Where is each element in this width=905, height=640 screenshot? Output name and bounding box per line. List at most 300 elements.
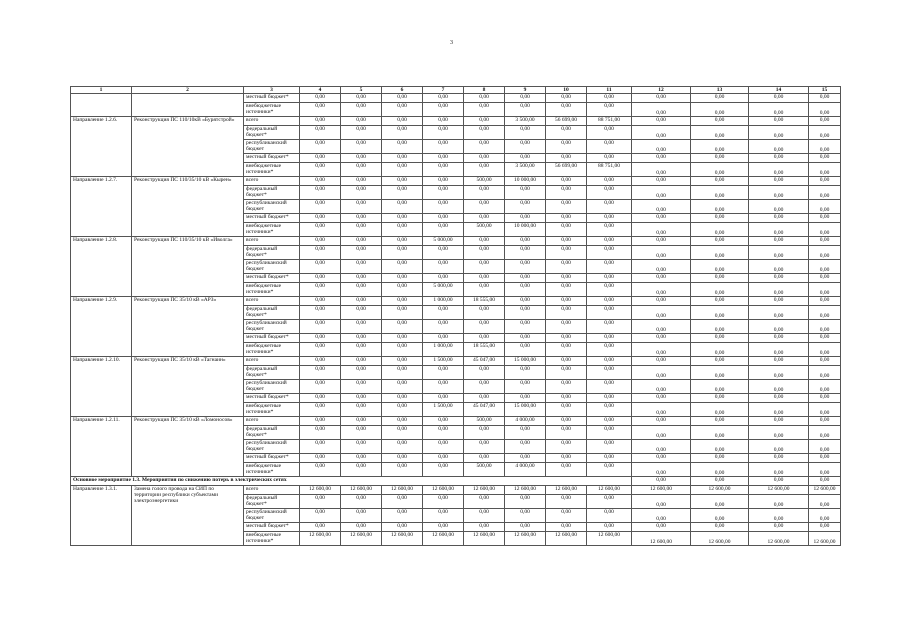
amount-cell: 0,00 xyxy=(749,163,809,177)
amount-cell: 0,00 xyxy=(691,463,749,477)
section-row xyxy=(71,477,841,486)
amount-cell: 0,00 xyxy=(382,126,423,140)
amount-cell: 0,00 xyxy=(300,186,341,200)
table-row xyxy=(71,357,841,366)
amount-cell: 0,00 xyxy=(505,306,546,320)
amount-cell: 0,00 xyxy=(691,343,749,357)
amount-cell: 0,00 xyxy=(464,117,505,126)
amount-cell: 0,00 xyxy=(341,306,382,320)
amount-cell: 0,00 xyxy=(587,237,632,246)
amount-cell: 0,00 xyxy=(632,140,691,154)
amount-cell: 12 600,00 xyxy=(749,486,809,495)
amount-cell: 0,00 xyxy=(749,117,809,126)
direction-code-cell: Направление 1.2.7. xyxy=(71,177,132,237)
amount-cell: 12 600,00 xyxy=(300,532,341,546)
amount-cell: 0,00 xyxy=(423,320,464,334)
direction-name-cell: Реконструкция ПС 110/10кВ «Бурятстрой» xyxy=(132,117,244,177)
amount-cell: 3 500,00 xyxy=(505,163,546,177)
amount-cell: 0,00 xyxy=(341,177,382,186)
amount-cell: 0,00 xyxy=(382,223,423,237)
amount-cell: 0,00 xyxy=(749,426,809,440)
amount-cell: 0,00 xyxy=(300,454,341,463)
amount-cell: 0,00 xyxy=(749,463,809,477)
amount-cell: 0,00 xyxy=(691,306,749,320)
amount-cell: 0,00 xyxy=(809,454,841,463)
amount-cell: 0,00 xyxy=(809,126,841,140)
budget-table xyxy=(70,86,841,546)
amount-cell: 0,00 xyxy=(423,417,464,426)
amount-cell: 0,00 xyxy=(300,200,341,214)
amount-cell: 0,00 xyxy=(423,334,464,343)
amount-cell: 1 500,00 xyxy=(423,403,464,417)
amount-cell: 0,00 xyxy=(546,523,587,532)
amount-cell: 500,00 xyxy=(464,177,505,186)
amount-cell: 0,00 xyxy=(587,366,632,380)
amount-cell: 0,00 xyxy=(691,103,749,117)
amount-cell: 0,00 xyxy=(505,380,546,394)
column-number-cell: 3 xyxy=(244,87,300,94)
amount-cell: 0,00 xyxy=(300,140,341,154)
amount-cell: 0,00 xyxy=(464,214,505,223)
amount-cell: 0,00 xyxy=(546,463,587,477)
amount-cell: 0,00 xyxy=(300,223,341,237)
column-number-cell: 15 xyxy=(809,87,841,94)
amount-cell: 0,00 xyxy=(749,186,809,200)
funding-source-cell: местный бюджет* xyxy=(244,214,300,223)
amount-cell: 0,00 xyxy=(341,454,382,463)
amount-cell: 0,00 xyxy=(691,320,749,334)
amount-cell: 0,00 xyxy=(546,154,587,163)
amount-cell: 0,00 xyxy=(464,274,505,283)
amount-cell: 0,00 xyxy=(632,380,691,394)
amount-cell: 0,00 xyxy=(300,417,341,426)
amount-cell: 0,00 xyxy=(546,103,587,117)
amount-cell: 0,00 xyxy=(546,214,587,223)
funding-source-cell: местный бюджет* xyxy=(244,523,300,532)
amount-cell: 0,00 xyxy=(382,94,423,103)
amount-cell: 0,00 xyxy=(587,380,632,394)
amount-cell: 0,00 xyxy=(632,320,691,334)
amount-cell: 0,00 xyxy=(382,237,423,246)
column-number-cell: 4 xyxy=(300,87,341,94)
amount-cell: 0,00 xyxy=(587,394,632,403)
amount-cell: 12 600,00 xyxy=(464,532,505,546)
amount-cell: 0,00 xyxy=(546,426,587,440)
funding-source-cell: федеральный бюджет* xyxy=(244,186,300,200)
amount-cell: 0,00 xyxy=(546,274,587,283)
amount-cell: 0,00 xyxy=(546,366,587,380)
amount-cell: 12 600,00 xyxy=(505,532,546,546)
amount-cell: 0,00 xyxy=(382,426,423,440)
amount-cell: 0,00 xyxy=(809,94,841,103)
amount-cell: 0,00 xyxy=(423,126,464,140)
table-row xyxy=(71,237,841,246)
amount-cell: 0,00 xyxy=(382,117,423,126)
amount-cell: 18 555,00 xyxy=(464,297,505,306)
amount-cell: 0,00 xyxy=(423,214,464,223)
amount-cell: 0,00 xyxy=(809,260,841,274)
amount-cell: 0,00 xyxy=(632,366,691,380)
table-row xyxy=(71,94,841,103)
column-number-cell: 12 xyxy=(632,87,691,94)
amount-cell: 0,00 xyxy=(632,154,691,163)
amount-cell: 0,00 xyxy=(587,495,632,509)
amount-cell: 0,00 xyxy=(809,477,841,486)
amount-cell: 0,00 xyxy=(300,126,341,140)
amount-cell: 0,00 xyxy=(505,154,546,163)
column-number-cell: 8 xyxy=(464,87,505,94)
amount-cell: 0,00 xyxy=(423,509,464,523)
amount-cell: 0,00 xyxy=(382,246,423,260)
amount-cell: 0,00 xyxy=(546,140,587,154)
amount-cell: 0,00 xyxy=(691,394,749,403)
amount-cell: 0,00 xyxy=(423,380,464,394)
amount-cell: 0,00 xyxy=(382,394,423,403)
amount-cell: 0,00 xyxy=(809,103,841,117)
amount-cell: 0,00 xyxy=(505,297,546,306)
funding-source-cell: всего xyxy=(244,297,300,306)
amount-cell: 0,00 xyxy=(632,509,691,523)
amount-cell: 0,00 xyxy=(546,297,587,306)
amount-cell: 0,00 xyxy=(464,94,505,103)
amount-cell: 0,00 xyxy=(382,380,423,394)
amount-cell: 0,00 xyxy=(691,223,749,237)
amount-cell: 0,00 xyxy=(691,94,749,103)
amount-cell: 0,00 xyxy=(464,154,505,163)
column-number-cell: 5 xyxy=(341,87,382,94)
amount-cell: 0,00 xyxy=(749,177,809,186)
section-title: Основное мероприятие 1.3. Мероприятия по снижению потерь в электрических сетях xyxy=(71,477,632,486)
column-number-row xyxy=(71,87,841,94)
amount-cell: 0,00 xyxy=(423,394,464,403)
amount-cell: 0,00 xyxy=(505,200,546,214)
amount-cell: 0,00 xyxy=(464,237,505,246)
funding-source-cell: всего xyxy=(244,177,300,186)
amount-cell: 0,00 xyxy=(546,237,587,246)
amount-cell: 0,00 xyxy=(382,283,423,297)
amount-cell: 0,00 xyxy=(464,186,505,200)
amount-cell: 0,00 xyxy=(749,274,809,283)
funding-source-cell: федеральный бюджет* xyxy=(244,426,300,440)
funding-source-cell: внебюджетные источники* xyxy=(244,532,300,546)
amount-cell: 0,00 xyxy=(749,454,809,463)
amount-cell: 0,00 xyxy=(423,495,464,509)
amount-cell: 0,00 xyxy=(632,306,691,320)
amount-cell: 0,00 xyxy=(809,394,841,403)
table-body xyxy=(71,87,841,546)
amount-cell: 0,00 xyxy=(632,177,691,186)
funding-source-cell: федеральный бюджет* xyxy=(244,366,300,380)
amount-cell: 0,00 xyxy=(809,440,841,454)
amount-cell: 0,00 xyxy=(691,477,749,486)
funding-source-cell: местный бюджет* xyxy=(244,334,300,343)
amount-cell: 0,00 xyxy=(749,334,809,343)
amount-cell: 12 600,00 xyxy=(809,532,841,546)
amount-cell: 0,00 xyxy=(423,260,464,274)
amount-cell: 0,00 xyxy=(505,260,546,274)
amount-cell: 0,00 xyxy=(632,334,691,343)
amount-cell: 0,00 xyxy=(749,214,809,223)
amount-cell: 0,00 xyxy=(464,454,505,463)
amount-cell: 0,00 xyxy=(464,320,505,334)
funding-source-cell: внебюджетные источники* xyxy=(244,343,300,357)
amount-cell: 0,00 xyxy=(546,260,587,274)
amount-cell: 0,00 xyxy=(464,126,505,140)
amount-cell: 0,00 xyxy=(300,306,341,320)
funding-source-cell: местный бюджет* xyxy=(244,394,300,403)
amount-cell: 0,00 xyxy=(809,200,841,214)
amount-cell: 0,00 xyxy=(546,186,587,200)
table-row xyxy=(71,486,841,495)
amount-cell: 12 600,00 xyxy=(382,486,423,495)
amount-cell: 0,00 xyxy=(382,140,423,154)
amount-cell: 0,00 xyxy=(809,117,841,126)
amount-cell: 0,00 xyxy=(546,454,587,463)
amount-cell: 0,00 xyxy=(505,334,546,343)
amount-cell: 0,00 xyxy=(423,163,464,177)
amount-cell: 0,00 xyxy=(809,223,841,237)
funding-source-cell: внебюджетные источники* xyxy=(244,223,300,237)
amount-cell: 0,00 xyxy=(632,246,691,260)
amount-cell: 12 600,00 xyxy=(587,486,632,495)
funding-source-cell: внебюджетные источники* xyxy=(244,163,300,177)
amount-cell: 0,00 xyxy=(587,274,632,283)
amount-cell: 0,00 xyxy=(632,260,691,274)
amount-cell: 0,00 xyxy=(382,334,423,343)
amount-cell: 0,00 xyxy=(691,283,749,297)
amount-cell: 0,00 xyxy=(505,394,546,403)
amount-cell: 0,00 xyxy=(691,214,749,223)
amount-cell: 0,00 xyxy=(632,417,691,426)
funding-source-cell: внебюджетные источники* xyxy=(244,283,300,297)
amount-cell: 0,00 xyxy=(546,334,587,343)
amount-cell: 0,00 xyxy=(691,126,749,140)
amount-cell: 0,00 xyxy=(809,297,841,306)
amount-cell: 56 699,00 xyxy=(546,117,587,126)
amount-cell: 0,00 xyxy=(300,214,341,223)
amount-cell: 0,00 xyxy=(341,417,382,426)
amount-cell: 0,00 xyxy=(809,343,841,357)
amount-cell: 0,00 xyxy=(749,223,809,237)
amount-cell: 0,00 xyxy=(749,103,809,117)
amount-cell: 12 600,00 xyxy=(382,532,423,546)
amount-cell: 0,00 xyxy=(300,426,341,440)
amount-cell: 0,00 xyxy=(505,366,546,380)
amount-cell: 0,00 xyxy=(809,283,841,297)
amount-cell: 0,00 xyxy=(587,103,632,117)
amount-cell: 0,00 xyxy=(587,454,632,463)
amount-cell: 0,00 xyxy=(341,140,382,154)
amount-cell: 4 000,00 xyxy=(505,463,546,477)
amount-cell: 0,00 xyxy=(632,186,691,200)
amount-cell: 0,00 xyxy=(341,186,382,200)
amount-cell: 0,00 xyxy=(749,523,809,532)
amount-cell: 12 600,00 xyxy=(464,486,505,495)
amount-cell: 0,00 xyxy=(632,495,691,509)
amount-cell: 0,00 xyxy=(546,394,587,403)
funding-source-cell: всего xyxy=(244,357,300,366)
direction-code-cell: Направление 1.3.1. xyxy=(71,486,132,546)
amount-cell: 0,00 xyxy=(809,246,841,260)
amount-cell: 0,00 xyxy=(632,214,691,223)
direction-name-cell: Реконструкция ПС 35/10 кВ «Тагнаин» xyxy=(132,357,244,417)
amount-cell: 0,00 xyxy=(691,117,749,126)
amount-cell: 0,00 xyxy=(464,426,505,440)
amount-cell: 0,00 xyxy=(341,403,382,417)
amount-cell: 0,00 xyxy=(341,495,382,509)
amount-cell: 0,00 xyxy=(382,186,423,200)
amount-cell: 0,00 xyxy=(587,417,632,426)
amount-cell: 12 600,00 xyxy=(341,532,382,546)
amount-cell: 0,00 xyxy=(691,154,749,163)
table-row xyxy=(71,297,841,306)
amount-cell: 0,00 xyxy=(300,380,341,394)
direction-name-cell: Замена голого провода на СИП по территории республики субъектами электроэнергетики xyxy=(132,486,244,546)
funding-source-cell: федеральный бюджет* xyxy=(244,495,300,509)
amount-cell: 0,00 xyxy=(341,366,382,380)
amount-cell: 0,00 xyxy=(341,274,382,283)
amount-cell: 0,00 xyxy=(691,380,749,394)
funding-source-cell: внебюджетные источники* xyxy=(244,403,300,417)
amount-cell: 0,00 xyxy=(691,495,749,509)
amount-cell: 0,00 xyxy=(423,454,464,463)
amount-cell: 0,00 xyxy=(749,246,809,260)
amount-cell: 0,00 xyxy=(809,495,841,509)
amount-cell: 0,00 xyxy=(423,200,464,214)
amount-cell: 0,00 xyxy=(382,103,423,117)
amount-cell: 0,00 xyxy=(382,440,423,454)
amount-cell: 0,00 xyxy=(382,154,423,163)
amount-cell: 0,00 xyxy=(341,214,382,223)
direction-code-cell: Направление 1.2.10. xyxy=(71,357,132,417)
amount-cell: 0,00 xyxy=(423,94,464,103)
amount-cell: 0,00 xyxy=(809,306,841,320)
amount-cell: 0,00 xyxy=(546,417,587,426)
amount-cell: 0,00 xyxy=(341,126,382,140)
funding-source-cell: всего xyxy=(244,117,300,126)
amount-cell: 0,00 xyxy=(341,283,382,297)
amount-cell: 15 000,00 xyxy=(505,357,546,366)
amount-cell: 0,00 xyxy=(691,297,749,306)
funding-source-cell: республиканский бюджет xyxy=(244,200,300,214)
amount-cell: 0,00 xyxy=(423,154,464,163)
amount-cell: 0,00 xyxy=(691,200,749,214)
amount-cell: 0,00 xyxy=(423,246,464,260)
amount-cell: 88 751,00 xyxy=(587,163,632,177)
amount-cell: 0,00 xyxy=(809,380,841,394)
amount-cell: 0,00 xyxy=(300,154,341,163)
direction-name-cell: Реконструкция ПС 35/10 кВ «Ломоносов» xyxy=(132,417,244,477)
amount-cell: 0,00 xyxy=(464,334,505,343)
amount-cell: 12 600,00 xyxy=(632,486,691,495)
direction-name-cell: Реконструкция ПС 35/10 кВ «АРЗ» xyxy=(132,297,244,357)
amount-cell: 0,00 xyxy=(300,334,341,343)
amount-cell: 0,00 xyxy=(587,140,632,154)
funding-source-cell: местный бюджет* xyxy=(244,274,300,283)
funding-source-cell: внебюджетные источники* xyxy=(244,103,300,117)
amount-cell: 0,00 xyxy=(546,283,587,297)
amount-cell: 12 600,00 xyxy=(691,532,749,546)
amount-cell: 0,00 xyxy=(691,260,749,274)
amount-cell: 0,00 xyxy=(749,394,809,403)
amount-cell: 0,00 xyxy=(587,509,632,523)
amount-cell: 0,00 xyxy=(300,366,341,380)
amount-cell: 500,00 xyxy=(464,463,505,477)
amount-cell: 0,00 xyxy=(749,440,809,454)
amount-cell: 0,00 xyxy=(505,440,546,454)
amount-cell: 12 600,00 xyxy=(809,486,841,495)
amount-cell: 0,00 xyxy=(300,440,341,454)
amount-cell: 0,00 xyxy=(749,306,809,320)
amount-cell: 0,00 xyxy=(546,320,587,334)
amount-cell: 0,00 xyxy=(382,200,423,214)
amount-cell: 0,00 xyxy=(691,403,749,417)
amount-cell: 0,00 xyxy=(632,103,691,117)
amount-cell: 12 600,00 xyxy=(505,486,546,495)
amount-cell: 12 600,00 xyxy=(341,486,382,495)
amount-cell: 0,00 xyxy=(382,214,423,223)
amount-cell: 0,00 xyxy=(691,274,749,283)
amount-cell: 0,00 xyxy=(382,509,423,523)
amount-cell: 0,00 xyxy=(546,200,587,214)
amount-cell: 500,00 xyxy=(464,223,505,237)
amount-cell: 0,00 xyxy=(691,186,749,200)
amount-cell: 0,00 xyxy=(423,440,464,454)
amount-cell: 56 699,00 xyxy=(546,163,587,177)
amount-cell: 0,00 xyxy=(691,163,749,177)
amount-cell: 0,00 xyxy=(809,320,841,334)
amount-cell: 0,00 xyxy=(587,214,632,223)
amount-cell: 0,00 xyxy=(632,403,691,417)
amount-cell: 0,00 xyxy=(809,177,841,186)
amount-cell: 0,00 xyxy=(341,440,382,454)
amount-cell: 0,00 xyxy=(749,495,809,509)
amount-cell: 12 600,00 xyxy=(691,486,749,495)
funding-source-cell: всего xyxy=(244,417,300,426)
amount-cell: 0,00 xyxy=(505,94,546,103)
amount-cell: 0,00 xyxy=(341,260,382,274)
amount-cell: 0,00 xyxy=(341,380,382,394)
amount-cell: 0,00 xyxy=(382,163,423,177)
amount-cell: 500,00 xyxy=(464,417,505,426)
amount-cell: 0,00 xyxy=(749,477,809,486)
funding-source-cell: республиканский бюджет xyxy=(244,320,300,334)
amount-cell: 0,00 xyxy=(464,246,505,260)
amount-cell: 0,00 xyxy=(632,223,691,237)
amount-cell: 0,00 xyxy=(632,237,691,246)
amount-cell: 0,00 xyxy=(749,237,809,246)
amount-cell: 0,00 xyxy=(632,477,691,486)
amount-cell: 0,00 xyxy=(464,394,505,403)
amount-cell: 0,00 xyxy=(691,417,749,426)
amount-cell: 12 600,00 xyxy=(300,486,341,495)
amount-cell: 0,00 xyxy=(587,283,632,297)
amount-cell: 0,00 xyxy=(423,177,464,186)
amount-cell: 0,00 xyxy=(809,366,841,380)
amount-cell: 0,00 xyxy=(691,177,749,186)
direction-code-cell: Направление 1.2.9. xyxy=(71,297,132,357)
amount-cell: 0,00 xyxy=(382,523,423,532)
amount-cell: 0,00 xyxy=(341,154,382,163)
amount-cell: 0,00 xyxy=(341,117,382,126)
amount-cell: 0,00 xyxy=(300,163,341,177)
amount-cell: 0,00 xyxy=(505,454,546,463)
amount-cell: 0,00 xyxy=(587,426,632,440)
amount-cell: 0,00 xyxy=(809,403,841,417)
amount-cell: 0,00 xyxy=(341,523,382,532)
amount-cell: 0,00 xyxy=(809,417,841,426)
amount-cell: 0,00 xyxy=(632,357,691,366)
